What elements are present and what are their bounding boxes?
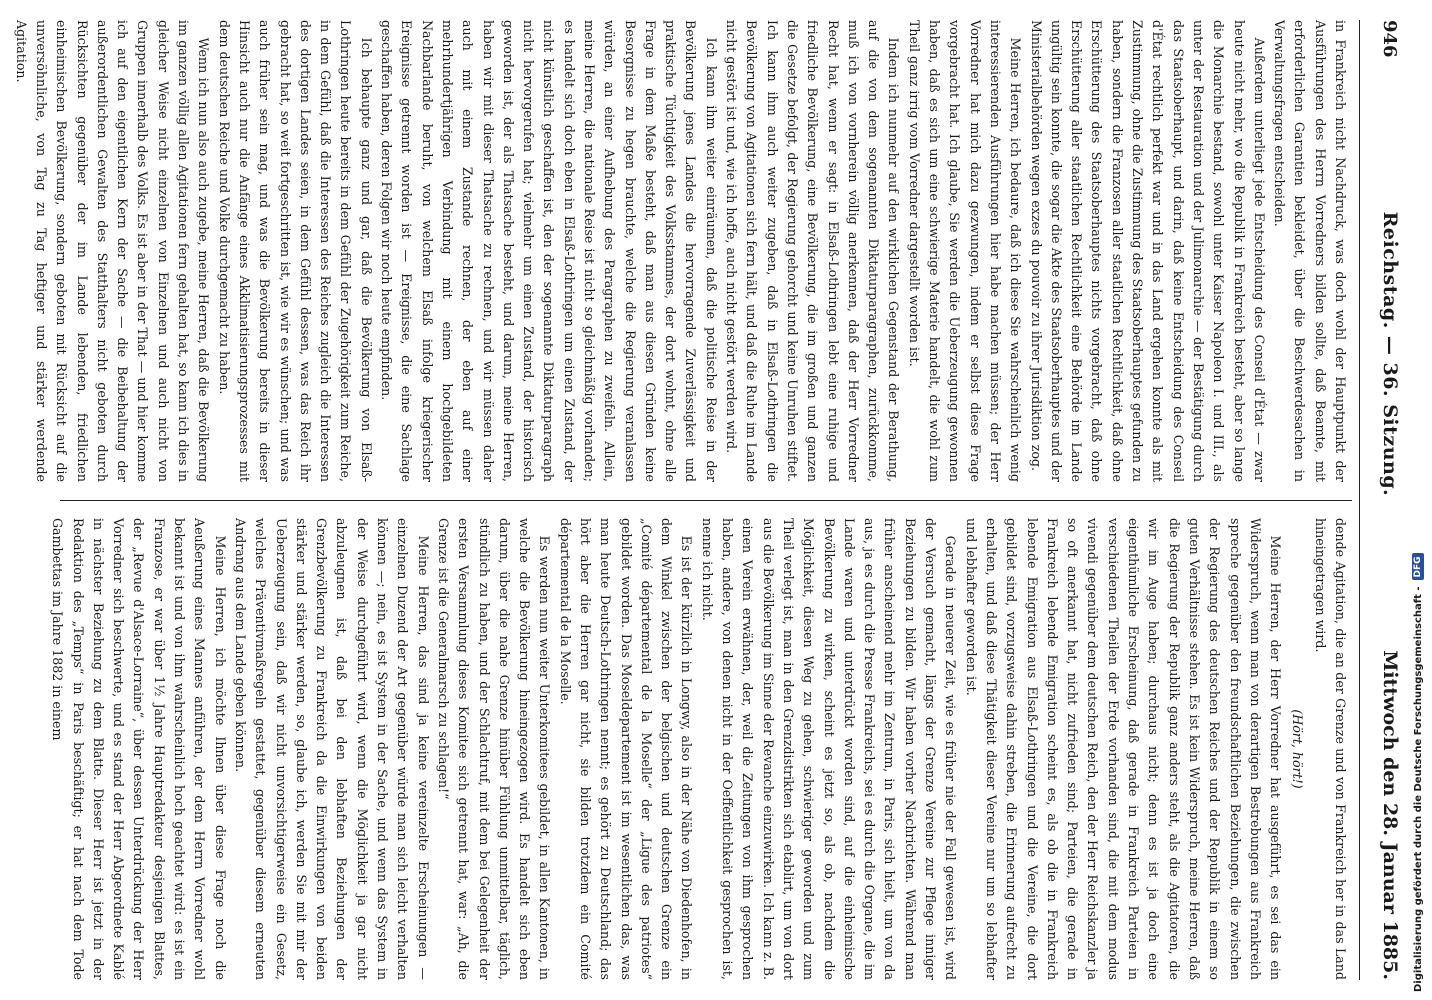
left-column bbox=[13, 20, 1350, 482]
dfg-logo: DFG bbox=[1412, 553, 1424, 580]
paragraph: Es werden nun weiter Unterkomitees gebildet, in allen Kantonen, in welche die Bevölkerung hineingezogen wird. Es handelt sich eben darum, über die nahe Grenze hinüber Fühlung unmittelbar, täglich, stündlich zu haben, und der Schlachtruf, mit dem bei Gelegenheit der ersten Versammlung dieses Komitee sich getrennt hat, war: „Ah, die Grenze ist die Generalmarsch zu schlagen!“ bbox=[435, 518, 553, 980]
interjection: (Hört, hört!) bbox=[1290, 709, 1306, 789]
column-divider bbox=[60, 500, 1352, 501]
digitization-credit bbox=[1408, 8, 1428, 992]
credit-text: Digitalisierung gefördert durch die Deutsche Forschungsgemeinschaft - bbox=[1412, 586, 1424, 992]
paragraph: Indem ich nunmehr auf den wirklichen Gegenstand der Berathung, auf die von dem sogenannten Diktaturparagraphen, zurückkomme, muß ich von vornherein völlig anerkennen, daß der Herr Vorredner Recht hat, wenn er sagt: in Elsaß-Lothringen lebt eine ruhige und friedliche Bevölkerung, eine Bevölkerung, die im großen und ganzen die Gesetze befolgt, der Regierung gehorcht und keine Unruhen stiftet. Ich kann ihm auch weiter zugeben, daß in Elsaß-Lothringen die Bevölkerung von Agitationen sich fern hält, und daß die Ruhe im Lande nicht gestört ist und, wie ich hoffe, auch nicht gestört werden wird. bbox=[724, 20, 902, 482]
paragraph: Gerade in neuerer Zeit, wie es früher nie der Fall gewesen ist, wird der Versuch gemacht, längs der Grenze Vereine zur Pflege inniger Beziehungen zu bilden. Wir haben vorher Nachrichten. Während man früher anscheinend mehr im Zentrum, in Paris, sich hielt, um von da aus, ja es durch die Presse Frankreichs, sei es durch die Organe, die im Lande waren und unterdrückt worden sind, auf die einheimische Bevölkerung zu wirken, scheint es jetzt so, als ob, nachdem die Möglichkeit, diesen Weg zu gehen, schwieriger geworden und zum Theil verlegt ist, man in den Grenzdistrikten sich etablirt, um von dort aus die Bevölkerung im Sinne der Revanche einzuwirken. Ich kann z. B. einen Verein erwähnen, der, weil die Zeitungen von ihm gesprochen haben, andere, von denen nicht in der Oeffentlichkeit gesprochen ist, nenne ich nicht. bbox=[699, 518, 959, 980]
paragraph: Meine Herren, der Herr Vorredner hat ausgeführt, es sei das ein Widerspruch, wenn man von derartigen Bestrebungen aus Frankreich spreche gegenüber den freundschaftlichen Beziehungen, die zwischen der Regierung des deutschen Reiches und der Republik in einem so guten Verhältnisse stehen. Es ist kein Widerspruch, meine Herren, daß die Regierung der Republik ganz anders steht, als die Agitatoren, die wir im Auge haben; durchaus nicht; denn es ist ja doch eine eigenthümliche Erscheinung, daß gerade in Frankreich Parteien in verschiedenen Theilen der Erde vorhanden sind, die mit dem modus vivendi gegenüber dem deutschen Reich, den der Herr Reichskanzler ja so oft anerkannt hat, nicht zufrieden sind; Parteien, die gerade in Frankreich lebende Emigration scheint es, als ob die in Frankreich lebende Emigration aus Elsaß-Lothringen und die Vereine, die dort gebildet sind, vorzugsweise dahin streben, die Erinnerung aufrecht zu erhalten, und daß diese Thätigkeit dieser Vereine nur um so lebhafter und lebhafter geworden ist. bbox=[963, 518, 1284, 980]
paragraph: Ich kann ihm weiter einräumen, daß die politische Reise in der Bevölkerung jenes Landes die hervorragende Zuverlässigkeit und praktische Tüchtigkeit des Volksstammes, der dort wohnt, ohne alle Frage in dem Maße besteht, daß man aus diesen Gründen keine Besorgnisse zu hegen brauchte, welche die Regierung veranlassen würden, an einer Aufhebung des Paragraphen zu zweifeln. Allein, meine Herren, die nationale Reise ist nicht so gleichmäßig vorhanden; es handelt sich doch eben in Elsaß-Lothringen um einen Zustand, der nicht künstlich geschaffen ist, den der sogenannte Diktaturparagraph nicht hervorgerufen hat; vielmehr um einen Zustand, der historisch geworden ist, der als Thatsache besteht, und darum, meine Herren, haben wir mit dieser Thatsache zu rechnen, und wir müssen daher auch mit einem Zustande rechnen, der eben auf einer mehrhundertjährigen Verbindung mit einem hochgebildeten Nachbarlande beruht, von welchem Elsaß infolge kriegerischer Ereignisse getrennt worden ist — Ereignisse, die eine Sachlage geschaffen haben, deren Folgen wir noch heute empfinden. bbox=[379, 20, 719, 482]
paragraph: Außerdem unterliegt jede Entscheidung des Conseil d'État — zwar heute nicht mehr, wo die Republik in Frankreich besteht, aber so lange die Monarchie bestand, sowohl unter Kaiser Napoleon I. und III., als unter der Restauration und der Julimonarchie — der Bestätigung durch das Staatsoberhaupt, und darin, daß keine Entscheidung des Conseil d'État rechtlich perfekt war und in das Land ergehen konnte als mit Zustimmung, ohne die Zustimmung des Staatsoberhauptes gefunden zu haben, sondern die Franzosen aller staatlichen Rechtlichkeit, daß ohne Erschütterung des Staatsoberhauptes nichts vorgebracht, daß ohne Erschütterung aller staatlichen Rechtlichkeit eine Behörde im Lande ungültig sein konnte, die sogar die Akte des Staatsoberhauptes und der Ministerialbehörden wegen exzes du pouvoir zu ihrer Jurisdiktion zog. bbox=[1028, 20, 1267, 482]
paragraph: dende Agitation, die an der Grenze und von Frankreich her in das Land hineingetragen wird. bbox=[1312, 518, 1348, 980]
session-title: Reichstag. — 36. Sitzung. bbox=[1379, 211, 1401, 497]
paragraph: Meine Herren, ich möchte Ihnen über diese Frage noch die Aeußerung eines Mannes anführen, der dem Herrn Vorredner wohl bekannt ist und von ihm wahrscheinlich hoch geachtet wird: es ist ein Franzose, er war über 1½ Jahre Hauptredakteur desjenigen Blattes, der „Revue d'Alsace-Lorraine“, über dessen Unterdrückung der Herr Vorredner sich beschwerte, und es stand der Herr Abgeordnete Kablé in nächster Beziehung zu dem Blatte. Dieser Herr ist jetzt in der Redaktion des „Temps“ in Paris beschäftigt; er hat nach dem Tode Gambettas im Jahre 1882 in einem bbox=[50, 518, 228, 980]
paragraph: Ich behaupte ganz und gar, daß die Bevölkerung von Elsaß-Lothringen heute bereits in dem Gefühl der Zugehörigkeit zum Reiche, in dem Gefühl, daß die Interessen des Reiches zugleich die Interessen des dortigen Landes seien, in dem Gefühl dessen, was das Reich ihr gebracht hat, so weit fortgeschritten ist, wie wir es wünschen; und was auch früher sein mag, und was die Bevölkerung bereits in dieser Hinsicht auch nur die Anfänge eines Akklimatisierungsprozesses mit dem deutschen Reiche und Volke durchgemacht zu haben. bbox=[216, 20, 374, 482]
right-column bbox=[50, 518, 1350, 980]
rotated-page-content bbox=[13, 20, 1420, 980]
paragraph: Meine Herren, das sind ja keine vereinzelte Erscheinungen — einzelnen Duzend der Art gegenüber würde man sich leicht verhalten können —; nein, es ist System in der Sache, und wenn das System in der Weise durchgeführt wird, wenn die Möglichkeit ja gar nicht abzuleugnen ist, daß bei den lebhaften Beziehungen der Grenzbevölkerung zu Frankreich da die Einwirkungen von beiden stärker und stärker werden, so, glaube ich, werden Sie mit mir der Ueberzeugung sein, daß wir nicht unvorsichtigerweise ein Gesetz, welches Präventivmaßregeln gestattet, gegenüber diesem erneuten Andrang aus dem Lande geben können. bbox=[232, 518, 431, 980]
paragraph: Meine Herren, ich bedaure, daß ich diese Sie wahrscheinlich wenig interessierenden Ausführungen hier habe machen müssen; der Herr Vorredner hat mich dazu gezwungen, indem er selbst diese Frage vorgebracht hat. Ich glaube, Sie werden die Ueberzeugung gewonnen haben, daß es sich um eine schwierige Materie handelt, die wohl zum Theil ganz irrig vom Vorredner dargestellt worden ist. bbox=[906, 20, 1024, 482]
session-date: Mittwoch den 28. Januar 1885. bbox=[1379, 650, 1401, 980]
paragraph: in Frankreich nicht Nachdruck, was doch wohl der Hauptpunkt der Ausführungen des Herrn Vorredners bilden sollte, daß Beamte, mit erforderlichen Garantien bekleidet, über die Beschwerdesachen in Verwaltungsfragen entscheiden. bbox=[1272, 20, 1348, 482]
page-number: 946 bbox=[1379, 20, 1401, 58]
paragraph: Wenn ich nun also auch zugebe, meine Herren, daß die Bevölkerung im ganzen völlig allen Agitationen fern gehalten hat, so kann ich dies in gleicher Weise nicht einzelnen von Einzelnen und auch nicht von Gruppen innerhalb des Volks. Es ist aber in der That — und hier komme ich auf den eigentlichen Kern der Sache — die Beibehaltung der außerordentlichen Gewalten des Statthalters nicht geboten durch Rücksichten gegenüber der im Lande lebenden, friedlichen einheimischen Bevölkerung, sondern geboten mit Rücksicht auf die unversöhnliche, von Tag zu Tag heftiger und stärker werdende Agitation. bbox=[13, 20, 212, 482]
paragraph: Es ist der kürzlich in Longwy, also in der Nähe von Diedenhofen, in dem Winkel zwischen der belgischen und deutschen Grenze ein „Comité départemental de la Moselle“ der „Ligue des patriotes“ gebildet worden. Das Moseldepartement ist im wesentlichen das, was man heute Deutsch-Lothringen nennt; es gehört zu Deutschland; das hört aber die Herren gar nicht, sie bilden trotzdem ein Comité départemental de la Moselle. bbox=[557, 518, 695, 980]
